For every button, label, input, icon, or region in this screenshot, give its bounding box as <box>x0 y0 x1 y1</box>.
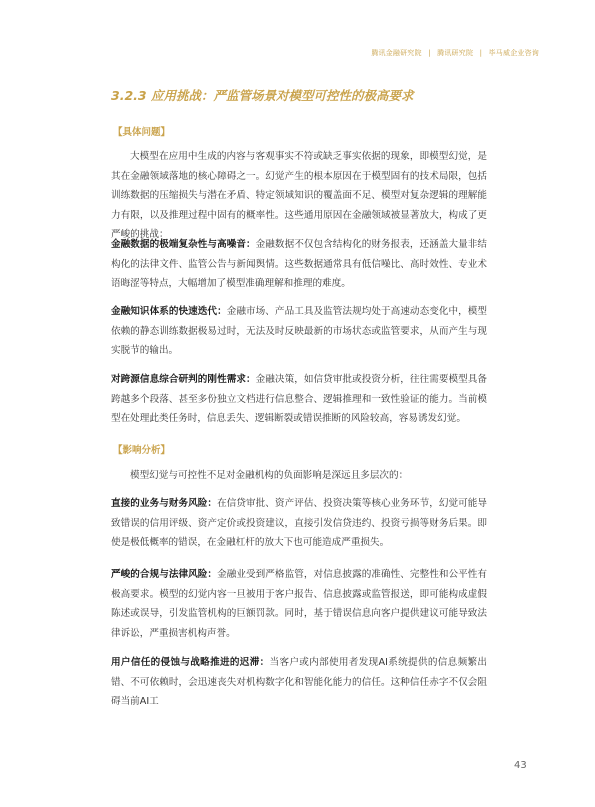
impact-text: 在信贷审批、资产评估、投资决策等核心业务环节，幻觉可能导致错误的信用评级、资产定价或投资建议，直接引发信贷违约、投资亏损等财务后果。即使是极低概率的错误，在金融杠杆的放大下也可能造成严重损失。 <box>111 498 488 548</box>
impact-paragraph <box>111 494 487 553</box>
impact-text: 当客户或内部使用者发现AI系统提供的信息频繁出错、不可依赖时，会迅速丧失对机构数字化和智能化能力的信任。这种信任赤字不仅会阻碍当前AI工 <box>111 657 487 707</box>
problem-title: 金融知识体系的快速迭代： <box>111 306 227 317</box>
header-org-2: 腾讯研究院 <box>437 49 474 57</box>
problem-text: 金融市场、产品工具及监管法规均处于高速动态变化中，模型依赖的静态训练数据极易过时，无法及时反映最新的市场状态或监管要求，从而产生与现实脱节的输出。 <box>111 306 488 356</box>
header-separator: | <box>479 49 483 57</box>
header-org-3: 毕马威企业咨询 <box>488 49 539 57</box>
header-org-1: 腾讯金融研究院 <box>371 49 422 57</box>
section-title: 3.2.3 应用挑战：严监管场景对模型可控性的极高要求 <box>111 88 414 103</box>
problem-title: 对跨源信息综合研判的刚性需求： <box>111 374 256 385</box>
impact-text: 金融业受到严格监管，对信息披露的准确性、完整性和公平性有极高要求。模型的幻觉内容一旦被用于客户报告、信息披露或监管报送，即可能构成虚假陈述或误导，引发监管机构的巨额罚款。同时，基于错误信息向客户提供建议可能导致法律诉讼，严重损害机构声誉。 <box>111 569 488 639</box>
impact-paragraph <box>111 653 487 712</box>
tag-specific-problem: 【具体问题】 <box>113 127 171 138</box>
problem-paragraph <box>111 370 487 429</box>
impact-title: 直接的业务与财务风险： <box>111 498 218 509</box>
problem-paragraph <box>111 302 487 361</box>
page-number: 43 <box>514 760 527 771</box>
impact-paragraph <box>111 565 487 643</box>
intro-paragraph: 大模型在应用中生成的内容与客观事实不符或缺乏事实依据的现象，即模型幻觉，是其在金融领域落地的核心障碍之一。幻觉产生的根本原因在于模型固有的技术局限，包括训练数据的压缩损失与潜在矛盾、特定领域知识的覆盖面不足、模型对复杂逻辑的理解能力有限，以及推理过程中固有的概率性。这些通用原因在金融领域被显著放大，构成了更严峻的挑战： <box>111 151 487 240</box>
page-header <box>371 48 539 58</box>
impact-title: 严峻的合规与法律风险： <box>111 569 218 580</box>
problem-title: 金融数据的极端复杂性与高噪音： <box>111 239 256 250</box>
header-separator: | <box>428 49 431 57</box>
problem-text: 金融数据不仅包含结构化的财务报表，还涵盖大量非结构化的法律文件、监管公告与新闻舆情。这些数据通常具有低信噪比、高时效性、专业术语晦涩等特点，大幅增加了模型准确理解和推理的难度。 <box>111 239 488 289</box>
problem-text: 金融决策，如信贷审批或投资分析，往往需要模型具备跨越多个段落、甚至多份独立文档进行信息整合、逻辑推理和一致性验证的能力。当前模型在处理此类任务时，信息丢失、逻辑断裂或错误推断的风险较高，容易诱发幻觉。 <box>111 374 488 424</box>
impact-title: 用户信任的侵蚀与战略推进的迟滞： <box>111 657 270 668</box>
impact-intro-paragraph: 模型幻觉与可控性不足对金融机构的负面影响是深远且多层次的： <box>130 470 409 481</box>
problem-paragraph <box>111 235 487 294</box>
tag-impact-analysis: 【影响分析】 <box>113 445 171 456</box>
